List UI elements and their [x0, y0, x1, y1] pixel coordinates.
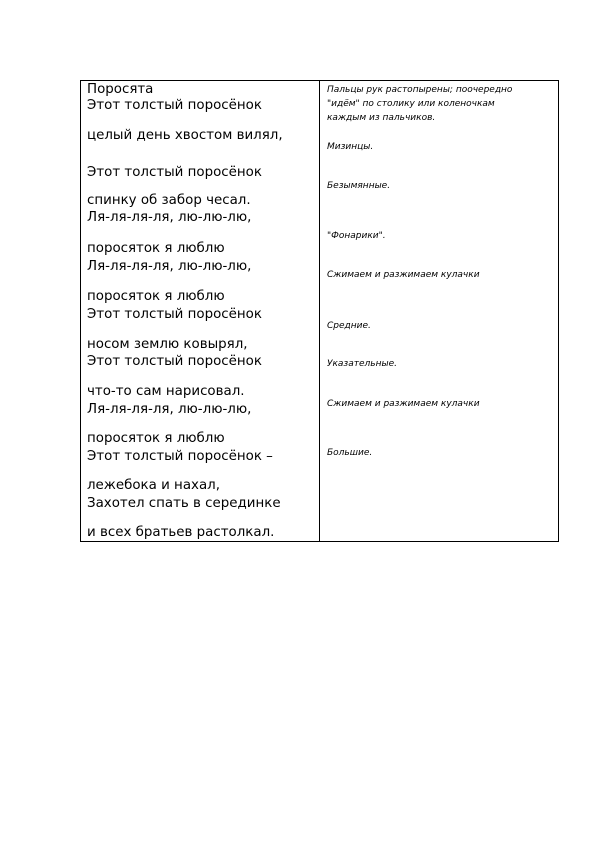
poem-line: Ля-ля-ля-ля, лю-лю-лю,	[87, 259, 252, 274]
instruction-line: Указательные.	[327, 359, 397, 369]
instructions-column	[320, 81, 560, 541]
instruction-line: Безымянные.	[327, 181, 391, 191]
instruction-line: "идём" по столику или коленочкам	[327, 99, 495, 109]
poem-line: спинку об забор чесал.	[87, 193, 251, 208]
poem-title: Поросята	[87, 82, 154, 97]
poem-line: носом землю ковырял,	[87, 337, 248, 352]
poem-line: поросяток я люблю	[87, 289, 225, 304]
instruction-line: каждым из пальчиков.	[327, 113, 436, 123]
instruction-line: Большие.	[327, 448, 373, 458]
instruction-line: Сжимаем и разжимаем кулачки	[327, 399, 480, 409]
poem-line: и всех братьев растолкал.	[87, 525, 275, 540]
poem-line: Ля-ля-ля-ля, лю-лю-лю,	[87, 402, 252, 417]
poem-column	[81, 81, 319, 541]
poem-line: поросяток я люблю	[87, 241, 225, 256]
poem-line: лежебока и нахал,	[87, 478, 220, 493]
poem-line: Ля-ля-ля-ля, лю-лю-лю,	[87, 210, 252, 225]
poem-line: Этот толстый поросёнок	[87, 165, 262, 180]
instruction-line: Сжимаем и разжимаем кулачки	[327, 270, 480, 280]
poem-line: Этот толстый поросёнок	[87, 354, 262, 369]
poem-line: целый день хвостом вилял,	[87, 128, 283, 143]
poem-line: Этот толстый поросёнок	[87, 307, 262, 322]
poem-line: Этот толстый поросёнок –	[87, 449, 273, 464]
poem-table	[80, 80, 559, 542]
poem-line: что-то сам нарисовал.	[87, 384, 245, 399]
instruction-line: Средние.	[327, 321, 371, 331]
poem-line: Этот толстый поросёнок	[87, 98, 262, 113]
poem-line: поросяток я люблю	[87, 431, 225, 446]
instruction-line: Пальцы рук растопырены; поочередно	[327, 85, 513, 95]
instruction-line: "Фонарики".	[327, 231, 386, 241]
instruction-line: Мизинцы.	[327, 142, 374, 152]
poem-line: Захотел спать в серединке	[87, 496, 281, 511]
